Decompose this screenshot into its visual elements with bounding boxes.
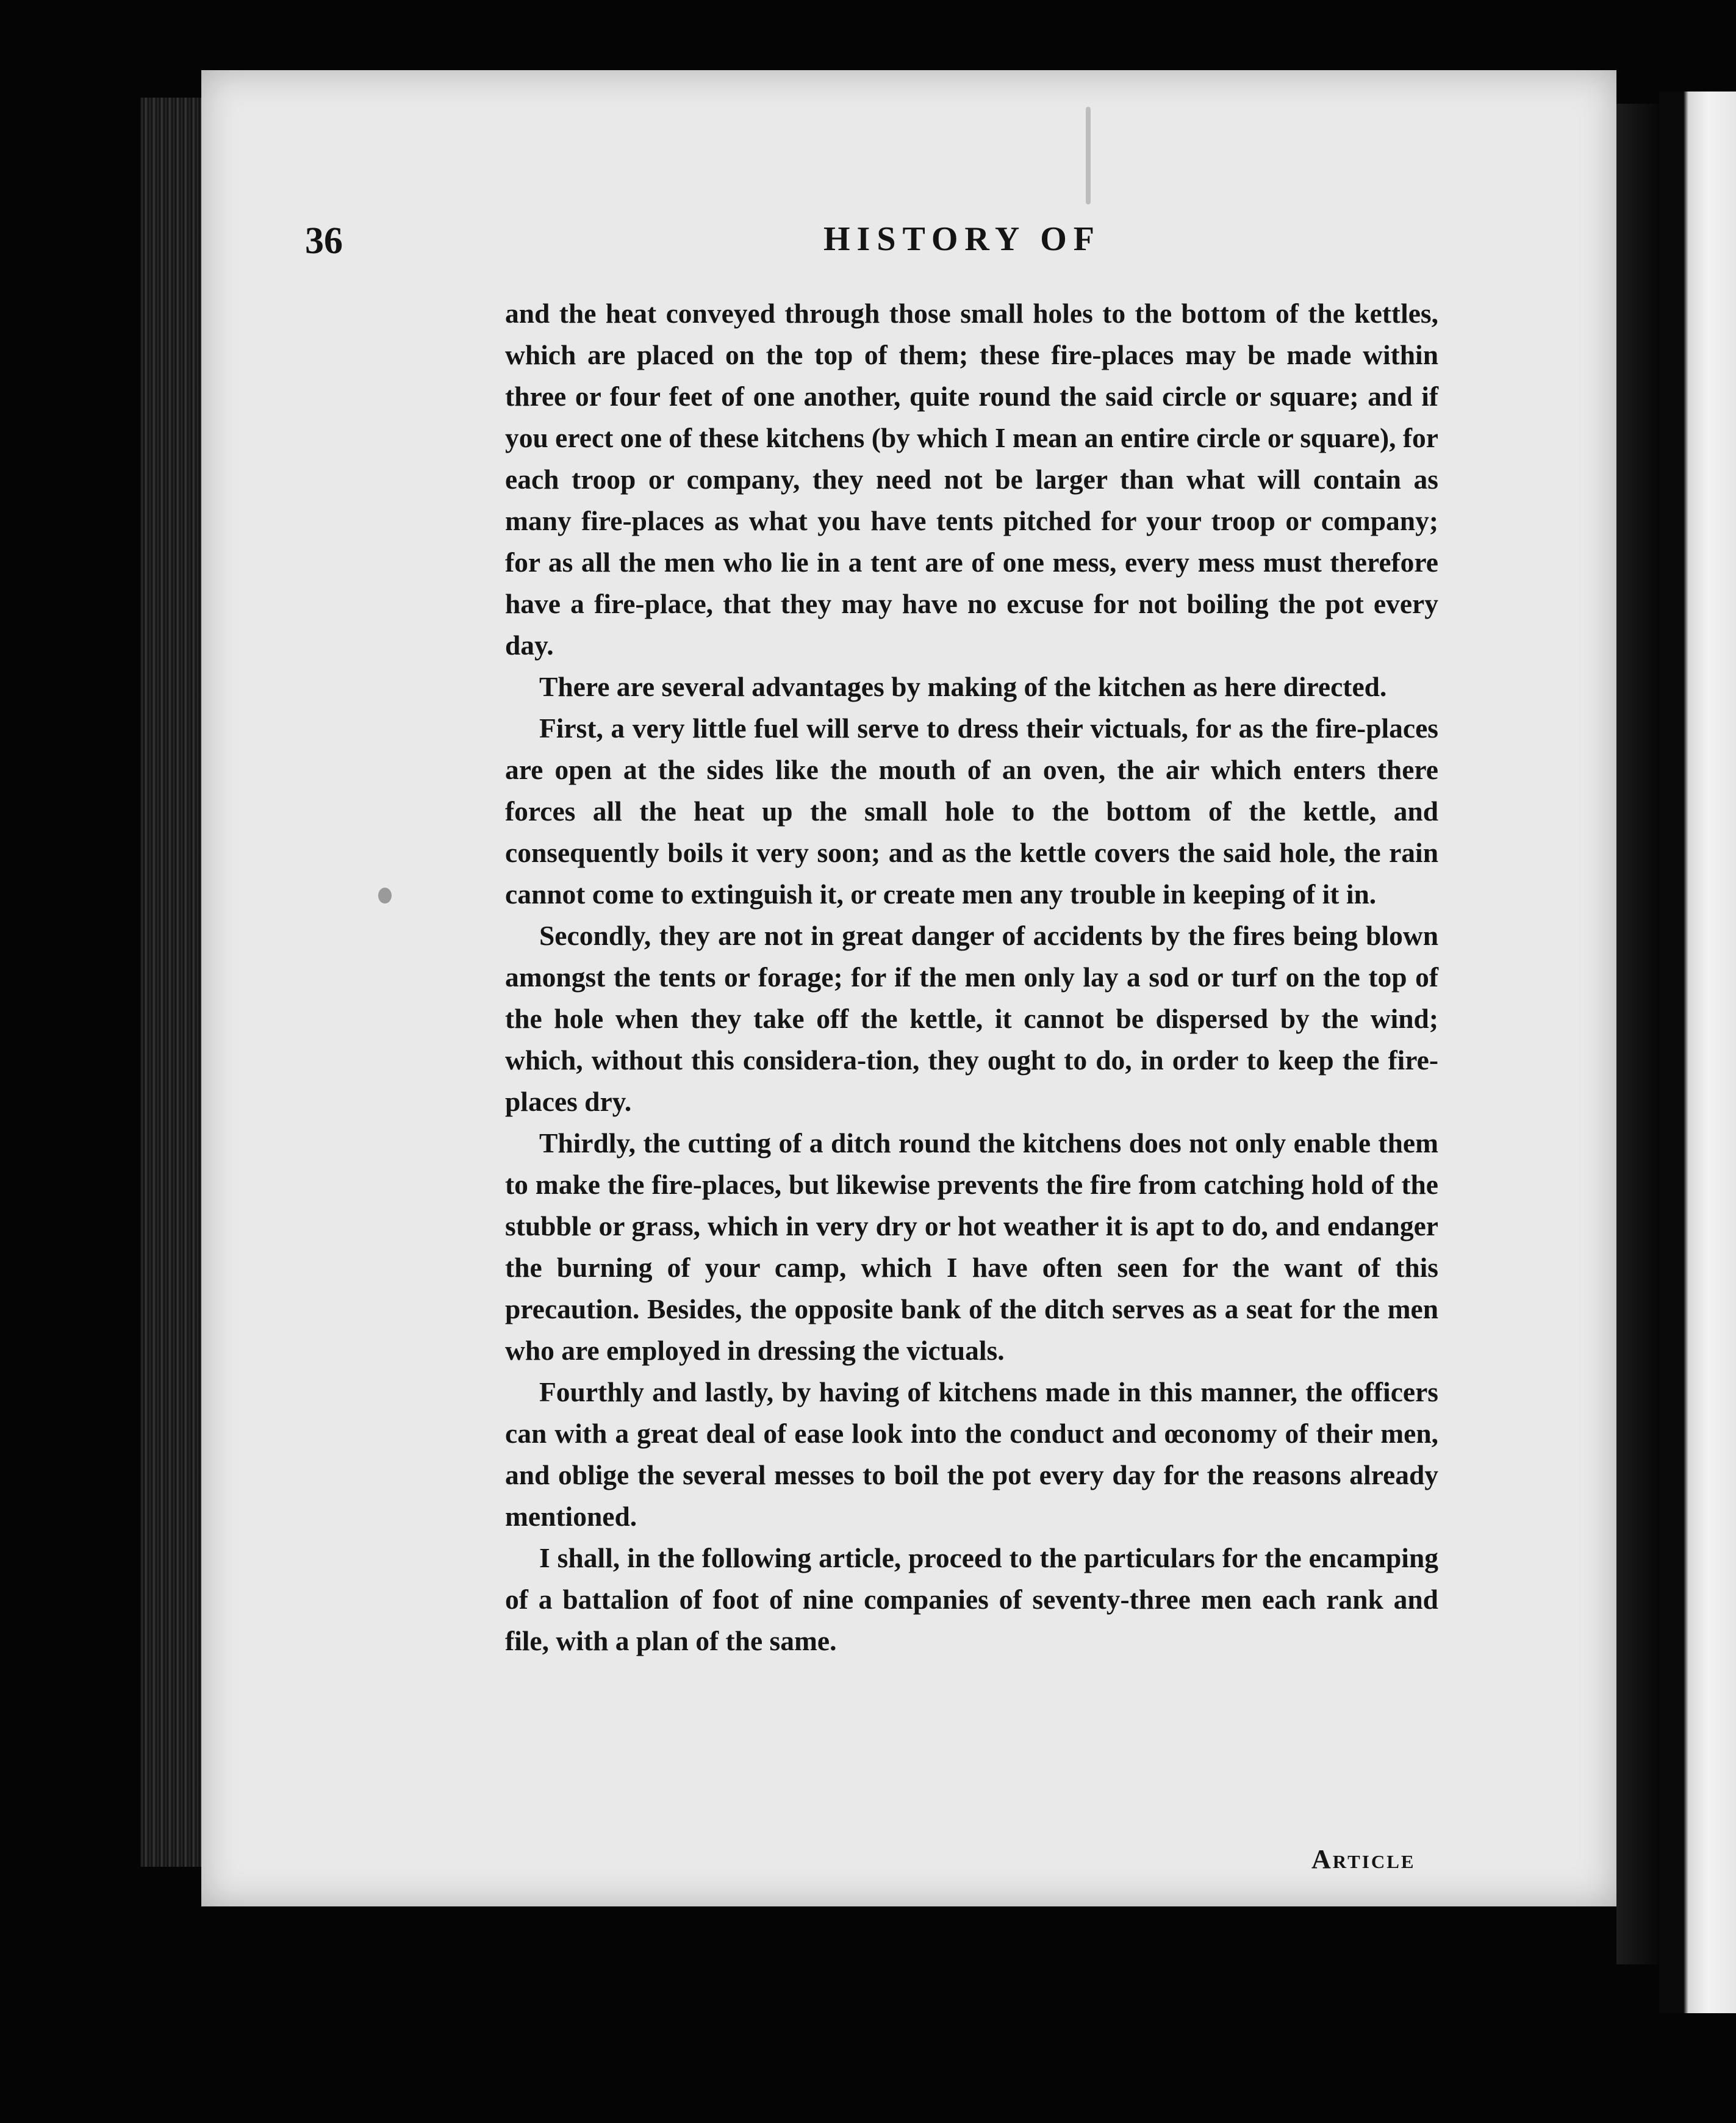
body-text	[505, 293, 1438, 1662]
page-gutter-shadow	[1616, 104, 1665, 1964]
book-binding-edge	[140, 98, 207, 1867]
paragraph-secondly: Secondly, they are not in great danger of accidents by the fires being blown amongst the tents or forage; for if the men only lay a sod or turf on the top of the hole when they take off the kettle, it cannot be dispersed by the wind; which, without this considera-tion, they ought to do, in order to keep the fire-places dry.	[505, 920, 1438, 1117]
running-head	[305, 220, 1464, 275]
running-title: HISTORY OF	[823, 220, 1101, 258]
paragraph-advantages-intro: There are several advantages by making of the kitchen as here directed.	[539, 671, 1387, 702]
page-number: 36	[305, 220, 343, 262]
paragraph-continued: and the heat conveyed through those small holes to the bottom of the kettles, which are placed on the top of them; these fire-places may be made within three or four feet of one another, quite round the said circle or square; and if you erect one of these kitchens (by which I mean an entire circle or square), for each troop or company, they need not be larger than what will contain as many fire-places as what you have tents pitched for your troop or company; for as all the men who lie in a tent are of one mess, every mess must therefore have a fire-place, that they may have no excuse for not boiling the pot every day.	[505, 298, 1438, 661]
paragraph-thirdly: Thirdly, the cutting of a ditch round the kitchens does not only enable them to make the fire-places, but likewise prevents the fire from catching hold of the stubble or grass, which in very dry or hot weather it is apt to do, and endanger the burning of your camp, which I have often seen for the want of this precaution. Besides, the opposite bank of the ditch serves as a seat for the men who are employed in dressing the victuals.	[505, 1127, 1438, 1366]
catchword: Article	[1311, 1844, 1416, 1874]
facing-page-edge	[1659, 92, 1736, 2013]
paragraph-first: First, a very little fuel will serve to dress their victuals, for as the fire-places are open at the sides like the mouth of an oven, the air which enters there forces all the heat up the small hole to the bottom of the kettle, and consequently boils it very soon; and as the kettle covers the said hole, the rain cannot come to extinguish it, or create men any trouble in keeping of it in.	[505, 713, 1438, 910]
paragraph-fourthly: Fourthly and lastly, by having of kitchens made in this manner, the officers can with a great deal of ease look into the conduct and œconomy of their men, and oblige the several messes to boil the pot every day for the reasons already mentioned.	[505, 1376, 1438, 1532]
paragraph-next-article: I shall, in the following article, proceed to the particulars for the encamping of a battalion of foot of nine companies of seventy-three men each rank and file, with a plan of the same.	[505, 1542, 1438, 1656]
